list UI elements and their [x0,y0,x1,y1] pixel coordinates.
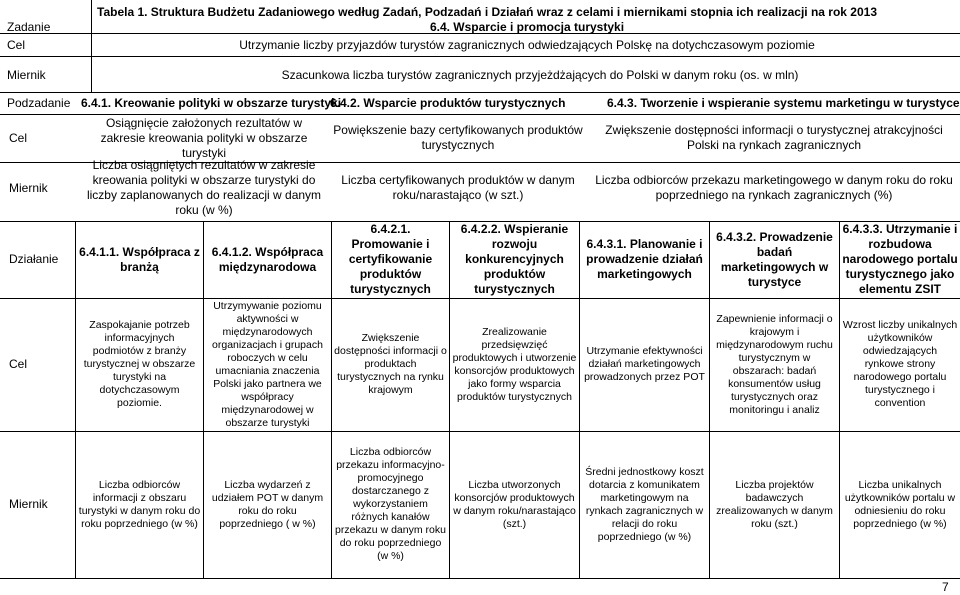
dzialanie-cel-7: Wzrost liczby unikalnych użytkowników odwiedzających rynkowe strony narodowego portalu turystycznego i convention [842,319,958,409]
zadanie-value: 6.4. Wsparcie i promocja turystyki [429,20,625,34]
dzialanie-7: 6.4.3.3. Utrzymanie i rozbudowa narodowego portalu turystycznego jako elementu ZSIT [842,222,958,296]
dzialanie-1: 6.4.1.1. Współpraca z branżą [79,244,200,274]
dzialanie-2: 6.4.1.2. Współpraca międzynarodowa [211,244,324,274]
podzadanie-cel-1: Osiągnięcie założonych rezultatów w zakresie kreowania polityki w obszarze turystyki [100,115,308,160]
podzadanie-3: 6.4.3. Tworzenie i wspieranie systemu marketingu w turystyce [607,96,960,110]
dzialanie-cel-3: Zwiększenie dostępności informacji o produktach turystycznych na rynku krajowym [334,332,447,396]
podzadanie-miernik-label: Miernik [9,180,48,195]
dzialanie-cel-2: Utrzymywanie poziomu aktywności w międzynarodowych organizacjach i grupach roboczych w celu umacniania znaczenia Polski jako partnera we współpracy międzynarodowej w obszarze turystyki [212,299,323,429]
dzialanie-miernik-6: Liczba projektów badawczych zrealizowanych w danym roku (szt.) [716,478,833,530]
podzadanie-miernik-2: Liczba certyfikowanych produktów w danym roku/narastająco (w szt.) [341,173,575,202]
dzialanie-4: 6.4.2.2. Wspieranie rozwoju konkurencyjnych produktów turystycznych [460,222,569,296]
dzialanie-miernik-label: Miernik [9,497,48,511]
page-number: 7 [942,580,949,594]
podzadanie-cel-label: Cel [9,130,28,145]
dzialanie-5: 6.4.3.1. Planowanie i prowadzenie działań marketingowych [586,237,703,281]
dzialanie-3: 6.4.2.1. Promowanie i certyfikowanie produktów turystycznych [348,222,433,296]
miernik-label: Miernik [7,68,46,82]
podzadanie-miernik-3: Liczba odbiorców przekazu marketingowego w danym roku do roku poprzedniego na rynkach zagranicznych (%) [595,173,953,202]
dzialanie-cel-1: Zaspokajanie potrzeb informacyjnych podmiotów z branży turystycznej w obszarze turystyki na dotychczasowym poziomie. [83,319,196,409]
dzialanie-miernik-3: Liczba odbiorców przekazu informacyjno-promocyjnego dostarczanego z wykorzystaniem różnych kanałów przekazu w danym roku do roku poprzedniego (w %) [335,446,446,562]
podzadanie-cel-3: Zwiększenie dostępności informacji o turystycznej atrakcyjności Polski na rynkach zagranicznych [605,123,943,152]
dzialanie-cel-5: Utrzymanie efektywności działań marketingowych prowadzonych przez POT [584,345,705,383]
dzialanie-miernik-5: Średni jednostkowy koszt dotarcia z komunikatem marketingowym na rynkach zagranicznych w relacji do roku poprzedniego (w %) [585,465,704,543]
podzadanie-1: 6.4.1. Kreowanie polityki w obszarze turystyki [81,96,342,110]
dzialanie-label: Działanie [9,252,59,266]
podzadanie-miernik-1: Liczba osiągniętych rezultatów w zakresie kreowania polityki w obszarze turystyki do liczby zaplanowanych do realizacji w danym roku (w %) [86,158,322,217]
dzialanie-cel-label: Cel [9,357,28,371]
dzialanie-miernik-1: Liczba odbiorców informacji z obszaru turystyki w danym roku do roku poprzedniego (w %) [78,478,201,530]
zadanie-label: Zadanie [7,20,51,34]
cel-label: Cel [7,38,26,52]
table-title: Tabela 1. Struktura Budżetu Zadaniowego według Zadań, Podzadań i Działań wraz z celami i miernikami stopnia ich realizacji na rok 2013 [97,5,877,19]
dzialanie-miernik-7: Liczba unikalnych użytkowników portalu w odniesieniu do roku poprzedniego (w %) [844,478,956,530]
cel-value: Utrzymanie liczby przyjazdów turystów zagranicznych odwiedzających Polskę na dotychczasowym poziomie [239,38,815,52]
dzialanie-miernik-2: Liczba wydarzeń z udziałem POT w danym roku do roku poprzedniego ( w %) [211,478,324,530]
podzadanie-2: 6.4.2. Wsparcie produktów turystycznych [330,96,566,110]
dzialanie-cel-4: Zrealizowanie przedsięwzięć produktowych i utworzenie konsorcjów produktowych jako formy wsparcia produktów turystycznych [452,325,577,403]
podzadanie-label: Podzadanie [7,96,71,110]
dzialanie-miernik-4: Liczba utworzonych konsorcjów produktowych w danym roku/narastająco (szt.) [453,478,576,530]
podzadanie-cel-2: Powiększenie bazy certyfikowanych produktów turystycznych [333,123,583,152]
dzialanie-6: 6.4.3.2. Prowadzenie badań marketingowych w turystyce [716,229,833,289]
miernik-value: Szacunkowa liczba turystów zagranicznych przyjeżdżających do Polski w danym roku (os. w mln) [281,68,799,82]
dzialanie-cel-6: Zapewnienie informacji o krajowym i międzynarodowym ruchu turystycznym w obszarach: badań konsumentów usług turystycznych oraz monitoringu i analiz [716,312,833,416]
